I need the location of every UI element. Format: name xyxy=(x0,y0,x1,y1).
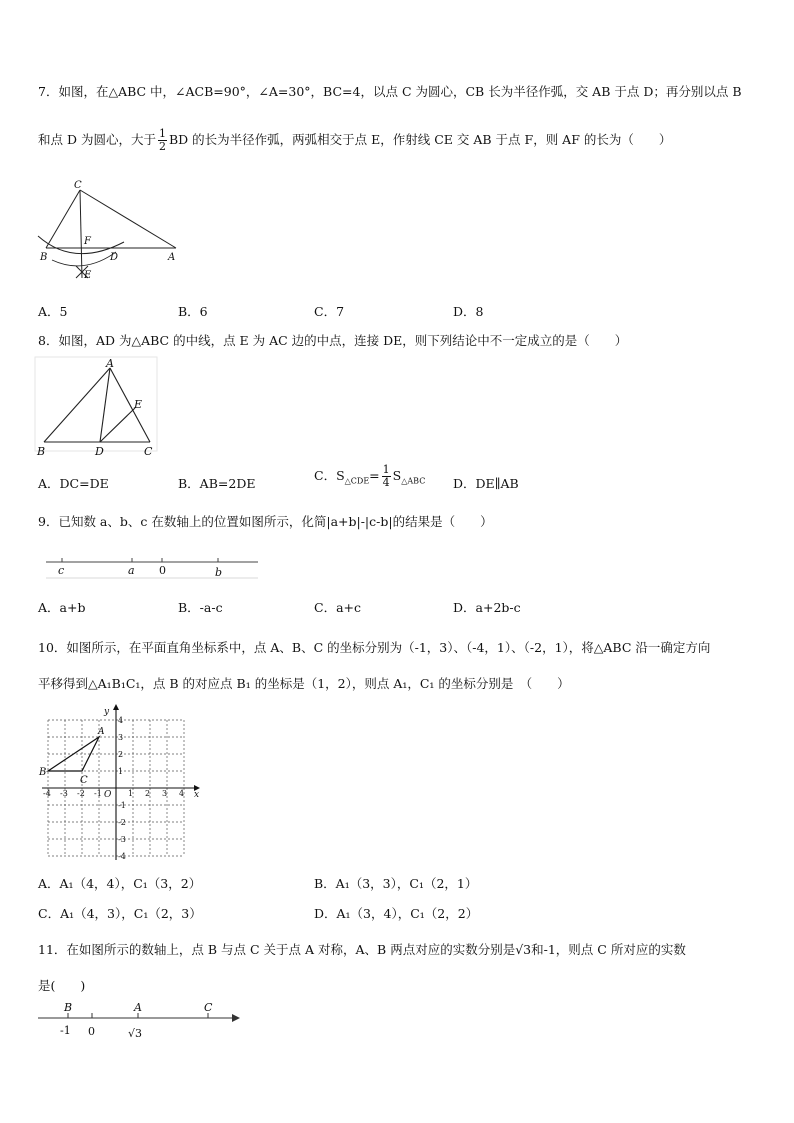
q8-label-a: A xyxy=(106,357,114,370)
q7-option-d: D．8 xyxy=(453,304,484,319)
q8-option-d: D．DE∥AB xyxy=(453,476,519,491)
q11-label-m1: -1 xyxy=(60,1024,71,1037)
q8-option-b: B．AB=2DE xyxy=(178,476,256,491)
q7-label-f: F xyxy=(84,236,91,247)
q9-label-b: b xyxy=(215,566,223,579)
q11-label-zero: 0 xyxy=(88,1025,95,1038)
q9-line1: 9．已知数 a、b、c 在数轴上的位置如图所示，化简|a+b|-|c-b|的结果是（ ） xyxy=(38,514,493,529)
q7-label-a: A xyxy=(168,252,176,263)
y-tick-label: 4 xyxy=(118,716,124,725)
y-axis-label: y xyxy=(104,707,110,717)
q8-option-c xyxy=(314,464,425,489)
q7-label-d: D xyxy=(110,252,119,263)
q10-option-c: C．A₁（4，3），C₁（2，3） xyxy=(38,906,202,921)
q10-line1: 10．如图所示，在平面直角坐标系中，点 A、B、C 的坐标分别为（-1，3）、（-4，1）、（-2，1），将△ABC 沿一确定方向 xyxy=(38,640,711,655)
q8-option-c-sub1: △CDE xyxy=(344,476,370,486)
origin-label: O xyxy=(104,790,112,800)
x-tick-label: 1 xyxy=(128,789,134,798)
q8-segment-ac xyxy=(110,368,150,442)
q9-option-a: A．a+b xyxy=(38,600,86,615)
x-tick-label: -4 xyxy=(43,789,51,798)
q11-line1: 11．在如图所示的数轴上，点 B 与点 C 关于点 A 对称，A、B 两点对应的实数分别是√3和-1，则点 C 所对应的实数 xyxy=(38,942,686,957)
q7-label-e: E xyxy=(84,270,92,281)
point-b-label: B xyxy=(39,767,47,778)
q8-segment-ad xyxy=(100,368,110,442)
q7-option-b: B．6 xyxy=(178,304,208,319)
q7-segment-ca xyxy=(80,190,176,248)
x-axis-label: x xyxy=(194,790,200,800)
x-tick-label: 3 xyxy=(162,789,168,798)
q11-number-line xyxy=(34,998,246,1044)
q11-line2: 是( ) xyxy=(38,978,86,993)
q7-line2-b: BD 的长为半径作弧，两弧相交于点 E，作射线 CE 交 AB 于点 F，则 AF 的长为（ ） xyxy=(168,132,672,147)
q7-line2-a: 和点 D 为圆心，大于 xyxy=(38,132,156,147)
q9-label-zero: 0 xyxy=(159,564,166,577)
point-a-label: A xyxy=(98,727,105,737)
y-axis-arrow xyxy=(113,704,119,710)
q11-label-a: A xyxy=(134,1001,142,1014)
q10-option-b: B．A₁（3，3），C₁（2，1） xyxy=(314,876,478,891)
q8-line1: 8．如图，AD 为△ABC 的中线，点 E 为 AC 边的中点，连接 DE，则下列结论中不一定成立的是（ ） xyxy=(38,333,628,348)
q7-option-c: C．7 xyxy=(314,304,345,319)
q9-option-c: C．a+c xyxy=(314,600,361,615)
q7-segment-cb xyxy=(46,190,80,248)
q8-label-e: E xyxy=(134,398,143,411)
y-tick-label: 1 xyxy=(118,767,124,776)
x-tick-label: 4 xyxy=(179,789,185,798)
q9-label-c: c xyxy=(58,564,65,577)
q8-option-a: A．DC=DE xyxy=(38,476,109,491)
q11-label-b: B xyxy=(64,1001,73,1014)
q10-option-d: D．A₁（3，4），C₁（2，2） xyxy=(314,906,479,921)
q8-option-c-num: 1 xyxy=(382,463,390,476)
q8-figure xyxy=(34,356,160,460)
q11-label-sqrt3: √3 xyxy=(128,1027,143,1040)
q10-coordinate-grid xyxy=(34,700,200,862)
q7-fraction-num: 1 xyxy=(158,127,166,140)
q8-segment-ab xyxy=(44,368,110,442)
y-tick-label: -2 xyxy=(118,818,126,827)
q7-fraction-den: 2 xyxy=(158,140,166,153)
x-tick-label: 2 xyxy=(145,789,151,798)
q11-axis-arrow xyxy=(232,1014,240,1022)
x-tick-label: -3 xyxy=(60,789,68,798)
q7-label-c: C xyxy=(74,180,82,191)
y-tick-label: -1 xyxy=(118,801,126,810)
q11-label-c: C xyxy=(204,1001,213,1014)
q8-label-c: C xyxy=(144,445,153,458)
q7-ray-ce xyxy=(80,190,82,278)
y-tick-label: -3 xyxy=(118,835,126,844)
q10-line2: 平移得到△A₁B₁C₁，点 B 的对应点 B₁ 的坐标是（1，2），则点 A₁，C₁ 的坐标分别是 （ ） xyxy=(38,676,570,691)
q9-number-line xyxy=(40,548,264,582)
point-c-label: C xyxy=(80,775,88,786)
q8-option-c-eq: = xyxy=(369,468,380,483)
q8-option-c-sub2: △ABC xyxy=(401,476,426,486)
q8-option-c-s: S xyxy=(392,468,402,483)
y-tick-label: 2 xyxy=(118,750,124,759)
q8-label-d: D xyxy=(95,445,104,458)
q7-fraction xyxy=(158,128,167,153)
q7-figure xyxy=(34,180,184,282)
q9-option-d: D．a+2b-c xyxy=(453,600,521,615)
y-tick-label: -4 xyxy=(118,852,126,861)
q7-line2 xyxy=(38,128,671,153)
q8-option-c-fraction xyxy=(382,464,391,489)
x-tick-label: -1 xyxy=(94,789,102,798)
q8-label-b: B xyxy=(37,445,46,458)
q8-segment-de xyxy=(100,408,135,442)
triangle-abc xyxy=(48,737,99,771)
q10-option-a: A．A₁（4，4），C₁（3，2） xyxy=(38,876,202,891)
x-tick-label: -2 xyxy=(77,789,85,798)
q7-label-b: B xyxy=(40,252,48,263)
y-tick-label: 3 xyxy=(118,733,124,742)
q9-option-b: B．-a-c xyxy=(178,600,223,615)
q7-line1: 7．如图，在△ABC 中，∠ACB=90°，∠A=30°，BC=4，以点 C 为圆心，CB 长为半径作弧，交 AB 于点 D；再分别以点 B xyxy=(38,84,742,99)
q8-option-c-prefix: C．S xyxy=(314,468,345,483)
q7-option-a: A．5 xyxy=(38,304,68,319)
q9-label-a: a xyxy=(128,564,135,577)
q8-option-c-den: 4 xyxy=(382,476,390,489)
